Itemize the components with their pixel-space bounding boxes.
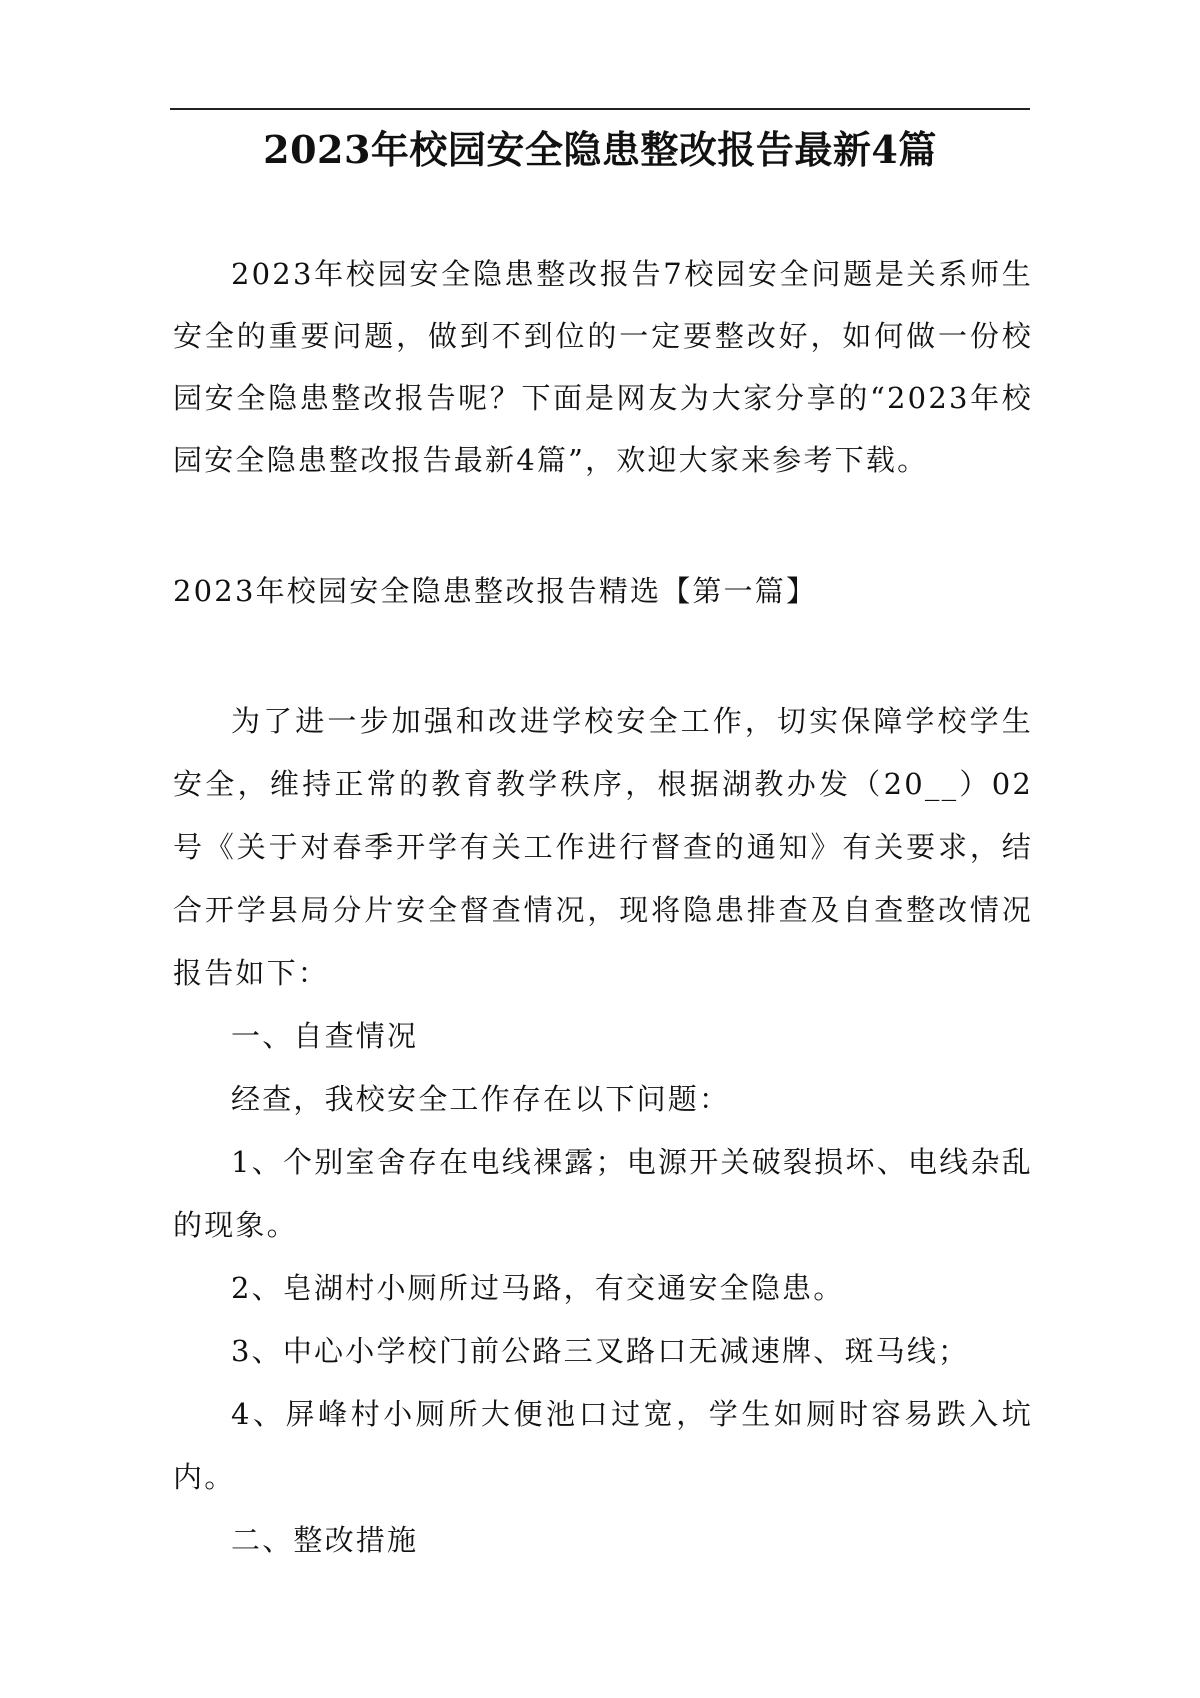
- body-text: [173, 690, 1033, 1572]
- subheading-self-inspection: 一、自查情况: [231, 1019, 419, 1053]
- document-title: 2023年校园安全隐患整改报告最新4篇: [263, 127, 937, 172]
- list-item: 1、个别室舍存在电线裸露；电源开关破裂损坏、电线杂乱的现象。: [173, 1145, 1033, 1242]
- list-item: 3、中心小学校门前公路三叉路口无减速牌、斑马线；: [231, 1334, 970, 1368]
- header-rule: [170, 108, 1030, 110]
- section-heading-block: [173, 560, 1033, 622]
- intro-paragraph: 2023年校园安全隐患整改报告7校园安全问题是关系师生安全的重要问题，做到不到位的一定要整改好，如何做一份校园安全隐患整改报告呢？下面是网友为大家分享的“2023年校园安全隐患整改报告最新4篇”，欢迎大家来参考下载。: [173, 257, 1033, 477]
- list-item: 2、皂湖村小厕所过马路，有交通安全隐患。: [231, 1271, 845, 1305]
- body-paragraph: 经查，我校安全工作存在以下问题：: [231, 1082, 731, 1116]
- intro-block: [173, 243, 1033, 491]
- section-heading: 2023年校园安全隐患整改报告精选【第一篇】: [173, 574, 818, 608]
- body-paragraph: 为了进一步加强和改进学校安全工作，切实保障学校学生安全，维持正常的教育教学秩序，根据湖教办发（20__）02号《关于对春季开学有关工作进行督查的通知》有关要求，结合开学县局分片安全督查情况，现将隐患排查及自查整改情况报告如下：: [173, 704, 1033, 990]
- list-item: 4、屏峰村小厕所大便池口过宽，学生如厕时容易跌入坑内。: [173, 1397, 1033, 1494]
- subheading-rectification: 二、整改措施: [231, 1523, 419, 1557]
